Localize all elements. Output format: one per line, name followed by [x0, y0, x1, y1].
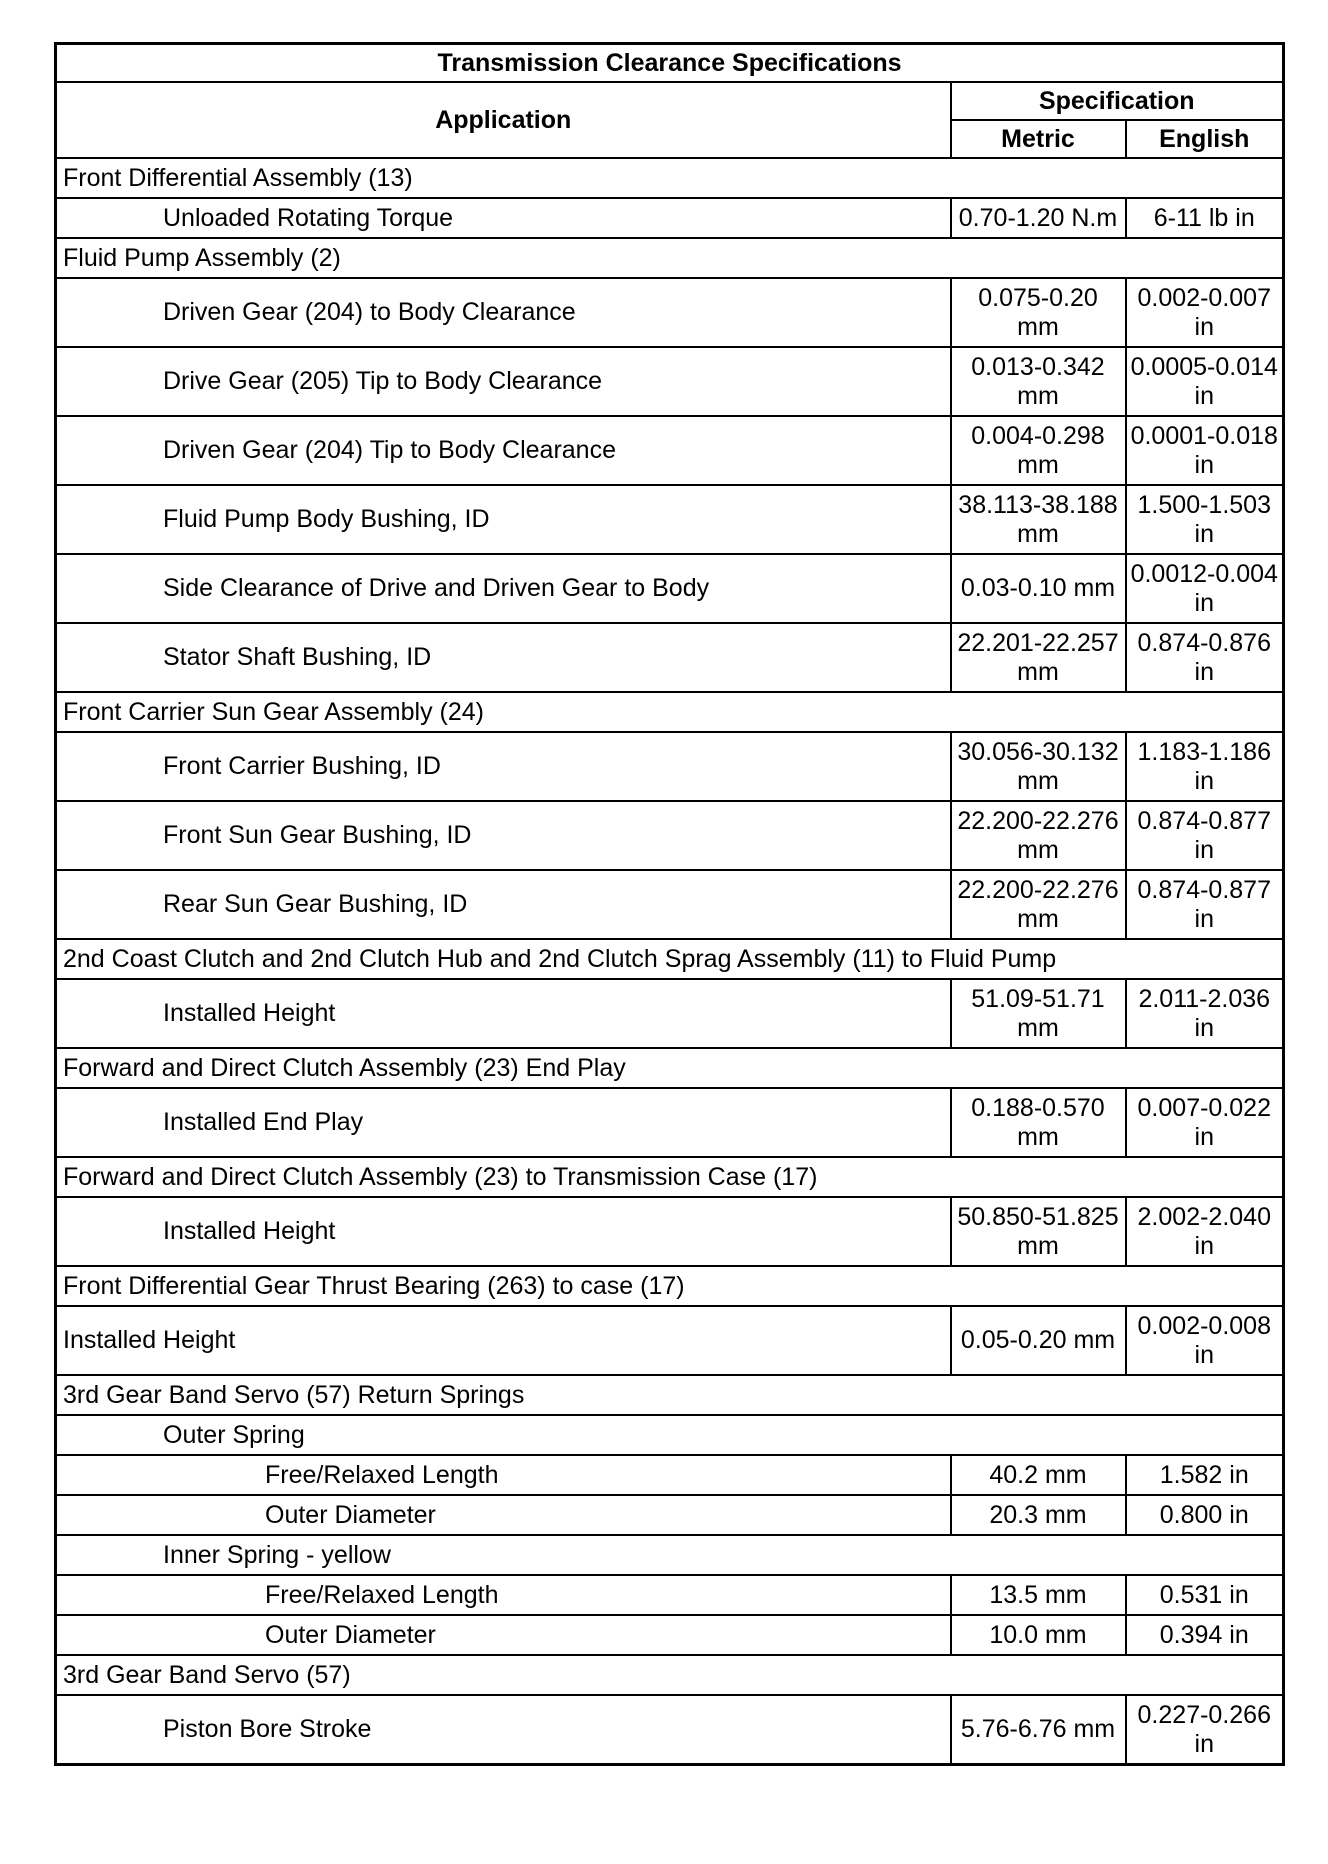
- spec-row: [56, 979, 1284, 1048]
- english-cell: 0.394 in: [1126, 1615, 1284, 1655]
- english-cell: 0.0005-0.014 in: [1126, 347, 1284, 416]
- english-header: English: [1126, 120, 1284, 158]
- section-label: Fluid Pump Assembly (2): [56, 238, 1284, 278]
- application-cell: Installed Height: [56, 1197, 951, 1266]
- english-cell: 0.227-0.266 in: [1126, 1695, 1284, 1765]
- application-cell: Piston Bore Stroke: [56, 1695, 951, 1765]
- section-row: [56, 1375, 1284, 1415]
- metric-cell: 51.09-51.71 mm: [951, 979, 1126, 1048]
- metric-cell: 0.03-0.10 mm: [951, 554, 1126, 623]
- spec-row: [56, 623, 1284, 692]
- application-cell: Free/Relaxed Length: [56, 1575, 951, 1615]
- subsection-label: Inner Spring - yellow: [56, 1535, 1284, 1575]
- application-cell: Installed Height: [56, 1306, 951, 1375]
- metric-cell: 38.113-38.188 mm: [951, 485, 1126, 554]
- application-cell: Front Sun Gear Bushing, ID: [56, 801, 951, 870]
- section-row: [56, 692, 1284, 732]
- metric-cell: 22.200-22.276 mm: [951, 801, 1126, 870]
- application-cell: Driven Gear (204) to Body Clearance: [56, 278, 951, 347]
- application-cell: Installed Height: [56, 979, 951, 1048]
- section-row: [56, 158, 1284, 198]
- english-cell: 0.531 in: [1126, 1575, 1284, 1615]
- english-cell: 2.002-2.040 in: [1126, 1197, 1284, 1266]
- spec-row: [56, 1197, 1284, 1266]
- metric-cell: 0.05-0.20 mm: [951, 1306, 1126, 1375]
- application-cell: Outer Diameter: [56, 1615, 951, 1655]
- subsection-label: Outer Spring: [56, 1415, 1284, 1455]
- section-row: [56, 1157, 1284, 1197]
- spec-row: [56, 1495, 1284, 1535]
- spec-row: [56, 278, 1284, 347]
- metric-cell: 13.5 mm: [951, 1575, 1126, 1615]
- spec-table: [54, 42, 1285, 1766]
- metric-cell: 22.201-22.257 mm: [951, 623, 1126, 692]
- application-header: Application: [56, 82, 951, 158]
- metric-cell: 0.075-0.20 mm: [951, 278, 1126, 347]
- section-label: 2nd Coast Clutch and 2nd Clutch Hub and 2nd Clutch Sprag Assembly (11) to Fluid Pump: [56, 939, 1284, 979]
- metric-cell: 30.056-30.132 mm: [951, 732, 1126, 801]
- spec-row: [56, 801, 1284, 870]
- english-cell: 0.0001-0.018 in: [1126, 416, 1284, 485]
- english-cell: 0.002-0.008 in: [1126, 1306, 1284, 1375]
- english-cell: 0.874-0.877 in: [1126, 801, 1284, 870]
- section-row: [56, 1266, 1284, 1306]
- section-label: Front Differential Gear Thrust Bearing (263) to case (17): [56, 1266, 1284, 1306]
- english-cell: 0.874-0.876 in: [1126, 623, 1284, 692]
- section-label: Front Carrier Sun Gear Assembly (24): [56, 692, 1284, 732]
- spec-row: [56, 1455, 1284, 1495]
- table-title: Transmission Clearance Specifications: [56, 44, 1284, 83]
- spec-row: [56, 416, 1284, 485]
- subsection-row: [56, 1535, 1284, 1575]
- metric-cell: 10.0 mm: [951, 1615, 1126, 1655]
- section-row: [56, 939, 1284, 979]
- application-cell: Stator Shaft Bushing, ID: [56, 623, 951, 692]
- application-cell: Driven Gear (204) Tip to Body Clearance: [56, 416, 951, 485]
- spec-row: [56, 732, 1284, 801]
- spec-row: [56, 485, 1284, 554]
- spec-row: [56, 198, 1284, 238]
- english-cell: 6-11 lb in: [1126, 198, 1284, 238]
- application-cell: Side Clearance of Drive and Driven Gear to Body: [56, 554, 951, 623]
- english-cell: 2.011-2.036 in: [1126, 979, 1284, 1048]
- application-cell: Fluid Pump Body Bushing, ID: [56, 485, 951, 554]
- english-cell: 1.582 in: [1126, 1455, 1284, 1495]
- spec-row: [56, 1088, 1284, 1157]
- metric-cell: 0.70-1.20 N.m: [951, 198, 1126, 238]
- section-row: [56, 1655, 1284, 1695]
- spec-row: [56, 347, 1284, 416]
- metric-cell: 0.013-0.342 mm: [951, 347, 1126, 416]
- section-row: [56, 238, 1284, 278]
- section-label: Front Differential Assembly (13): [56, 158, 1284, 198]
- metric-cell: 0.188-0.570 mm: [951, 1088, 1126, 1157]
- subsection-row: [56, 1415, 1284, 1455]
- specification-header: Specification: [951, 82, 1284, 120]
- metric-cell: 0.004-0.298 mm: [951, 416, 1126, 485]
- section-row: [56, 1048, 1284, 1088]
- spec-row: [56, 554, 1284, 623]
- spec-row: [56, 1695, 1284, 1765]
- english-cell: 0.874-0.877 in: [1126, 870, 1284, 939]
- metric-cell: 5.76-6.76 mm: [951, 1695, 1126, 1765]
- metric-cell: 40.2 mm: [951, 1455, 1126, 1495]
- english-cell: 0.800 in: [1126, 1495, 1284, 1535]
- section-label: Forward and Direct Clutch Assembly (23) to Transmission Case (17): [56, 1157, 1284, 1197]
- metric-cell: 22.200-22.276 mm: [951, 870, 1126, 939]
- application-cell: Unloaded Rotating Torque: [56, 198, 951, 238]
- spec-row: [56, 870, 1284, 939]
- application-cell: Rear Sun Gear Bushing, ID: [56, 870, 951, 939]
- spec-row: [56, 1306, 1284, 1375]
- application-cell: Outer Diameter: [56, 1495, 951, 1535]
- section-label: Forward and Direct Clutch Assembly (23) End Play: [56, 1048, 1284, 1088]
- spec-row: [56, 1575, 1284, 1615]
- english-cell: 1.500-1.503 in: [1126, 485, 1284, 554]
- application-cell: Drive Gear (205) Tip to Body Clearance: [56, 347, 951, 416]
- metric-cell: 50.850-51.825 mm: [951, 1197, 1126, 1266]
- english-cell: 1.183-1.186 in: [1126, 732, 1284, 801]
- spec-table-body: [56, 158, 1284, 1765]
- application-cell: Free/Relaxed Length: [56, 1455, 951, 1495]
- english-cell: 0.007-0.022 in: [1126, 1088, 1284, 1157]
- english-cell: 0.0012-0.004 in: [1126, 554, 1284, 623]
- section-label: 3rd Gear Band Servo (57): [56, 1655, 1284, 1695]
- english-cell: 0.002-0.007 in: [1126, 278, 1284, 347]
- spec-row: [56, 1615, 1284, 1655]
- application-cell: Front Carrier Bushing, ID: [56, 732, 951, 801]
- application-cell: Installed End Play: [56, 1088, 951, 1157]
- metric-header: Metric: [951, 120, 1126, 158]
- metric-cell: 20.3 mm: [951, 1495, 1126, 1535]
- section-label: 3rd Gear Band Servo (57) Return Springs: [56, 1375, 1284, 1415]
